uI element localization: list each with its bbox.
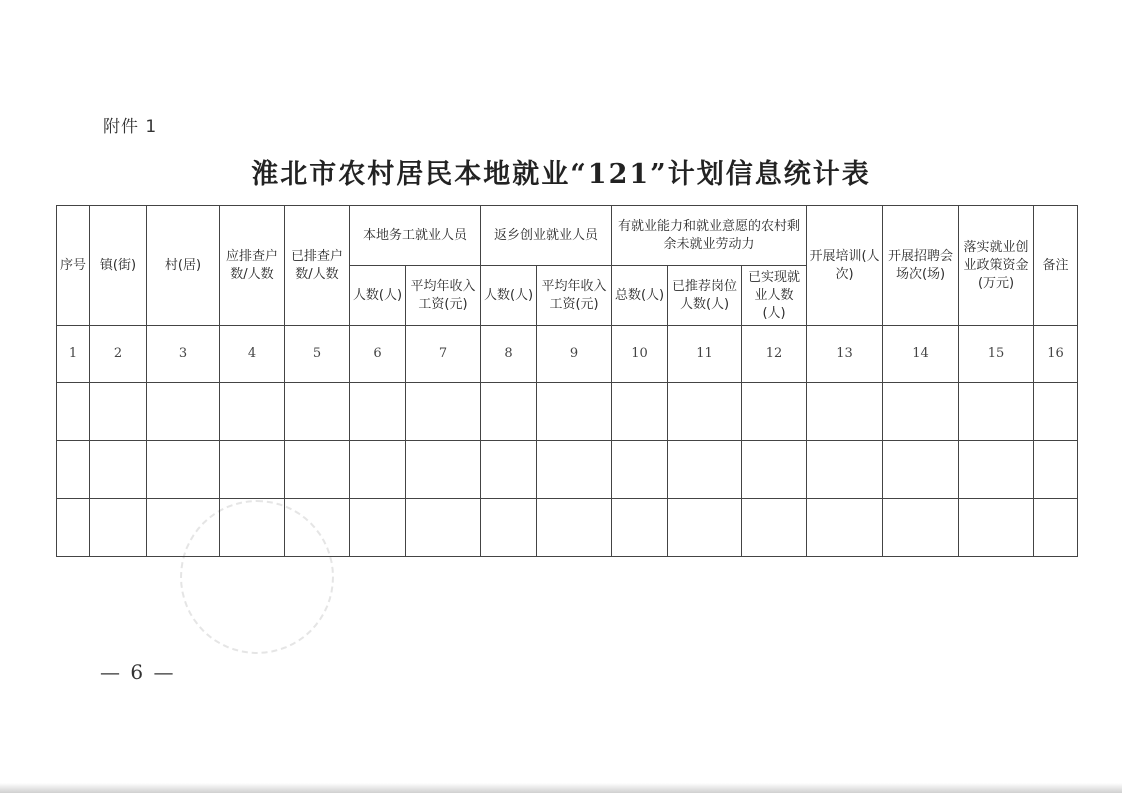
table-cell[interactable]: [285, 499, 350, 557]
table-cell[interactable]: [147, 499, 220, 557]
table-cell[interactable]: [959, 441, 1034, 499]
table-cell[interactable]: [90, 441, 147, 499]
column-number: 1: [57, 326, 90, 383]
header-local-workers-count: 人数(人): [350, 266, 406, 326]
table-cell[interactable]: [537, 499, 612, 557]
table-cell[interactable]: [883, 383, 959, 441]
table-cell[interactable]: [481, 441, 537, 499]
table-cell[interactable]: [807, 383, 883, 441]
column-number: 3: [147, 326, 220, 383]
header-row-top: [57, 206, 1078, 266]
header-returnee-income: 平均年收入工资(元): [537, 266, 612, 326]
table-cell[interactable]: [57, 383, 90, 441]
table-cell[interactable]: [612, 499, 668, 557]
page-number: — 6 —: [100, 660, 176, 684]
table-cell[interactable]: [406, 499, 481, 557]
table-cell[interactable]: [807, 441, 883, 499]
column-number: 12: [742, 326, 807, 383]
column-number: 9: [537, 326, 612, 383]
statistics-table-container: [56, 205, 1078, 557]
column-number: 15: [959, 326, 1034, 383]
column-number: 6: [350, 326, 406, 383]
header-training: 开展培训(人次): [807, 206, 883, 326]
table-row: [57, 499, 1078, 557]
table-cell[interactable]: [90, 383, 147, 441]
scan-edge-shadow: [0, 783, 1122, 793]
column-number: 11: [668, 326, 742, 383]
table-cell[interactable]: [350, 383, 406, 441]
header-returnee-entrepreneurs: 返乡创业就业人员: [481, 206, 612, 266]
table-cell[interactable]: [1034, 499, 1078, 557]
table-cell[interactable]: [481, 499, 537, 557]
table-cell[interactable]: [57, 499, 90, 557]
table-cell[interactable]: [406, 441, 481, 499]
table-cell[interactable]: [1034, 441, 1078, 499]
header-funds: 落实就业创业政策资金(万元): [959, 206, 1034, 326]
header-surplus-recommended: 已推荐岗位人数(人): [668, 266, 742, 326]
table-cell[interactable]: [959, 383, 1034, 441]
statistics-table: [56, 205, 1078, 557]
table-cell[interactable]: [220, 383, 285, 441]
table-cell[interactable]: [742, 383, 807, 441]
table-cell[interactable]: [883, 441, 959, 499]
header-town: 镇(街): [90, 206, 147, 326]
table-cell[interactable]: [90, 499, 147, 557]
header-seq: 序号: [57, 206, 90, 326]
table-cell[interactable]: [537, 383, 612, 441]
table-cell[interactable]: [285, 383, 350, 441]
header-local-workers-income: 平均年收入工资(元): [406, 266, 481, 326]
table-cell[interactable]: [668, 441, 742, 499]
table-cell[interactable]: [220, 441, 285, 499]
attachment-label: 附件 1: [103, 117, 158, 137]
header-recruitment: 开展招聘会场次(场): [883, 206, 959, 326]
table-cell[interactable]: [57, 441, 90, 499]
column-number: 13: [807, 326, 883, 383]
table-cell[interactable]: [742, 441, 807, 499]
column-number: 8: [481, 326, 537, 383]
table-cell[interactable]: [807, 499, 883, 557]
table-cell[interactable]: [350, 441, 406, 499]
column-number: 2: [90, 326, 147, 383]
table-cell[interactable]: [147, 441, 220, 499]
table-row: [57, 441, 1078, 499]
table-cell[interactable]: [1034, 383, 1078, 441]
empty-rows-body: [57, 383, 1078, 557]
header-surplus-employed: 已实现就业人数(人): [742, 266, 807, 326]
header-remarks: 备注: [1034, 206, 1078, 326]
header-surplus-labor: 有就业能力和就业意愿的农村剩余未就业劳动力: [612, 206, 807, 266]
column-number: 4: [220, 326, 285, 383]
table-cell[interactable]: [481, 383, 537, 441]
header-local-workers: 本地务工就业人员: [350, 206, 481, 266]
table-cell[interactable]: [959, 499, 1034, 557]
page-title: 淮北市农村居民本地就业“121”计划信息统计表: [251, 159, 871, 190]
table-cell[interactable]: [612, 441, 668, 499]
table-cell[interactable]: [147, 383, 220, 441]
column-number: 5: [285, 326, 350, 383]
column-number: 10: [612, 326, 668, 383]
header-returnee-count: 人数(人): [481, 266, 537, 326]
table-cell[interactable]: [668, 499, 742, 557]
table-cell[interactable]: [406, 383, 481, 441]
header-households-checked: 已排查户数/人数: [285, 206, 350, 326]
table-cell[interactable]: [883, 499, 959, 557]
table-cell[interactable]: [742, 499, 807, 557]
table-cell[interactable]: [285, 441, 350, 499]
table-row: [57, 383, 1078, 441]
column-number: 7: [406, 326, 481, 383]
header-surplus-total: 总数(人): [612, 266, 668, 326]
table-cell[interactable]: [350, 499, 406, 557]
table-cell[interactable]: [668, 383, 742, 441]
column-number-row: [57, 326, 1078, 383]
column-number: 14: [883, 326, 959, 383]
table-cell[interactable]: [220, 499, 285, 557]
table-cell[interactable]: [537, 441, 612, 499]
table-cell[interactable]: [612, 383, 668, 441]
column-number: 16: [1034, 326, 1078, 383]
header-village: 村(居): [147, 206, 220, 326]
header-households-to-check: 应排查户数/人数: [220, 206, 285, 326]
